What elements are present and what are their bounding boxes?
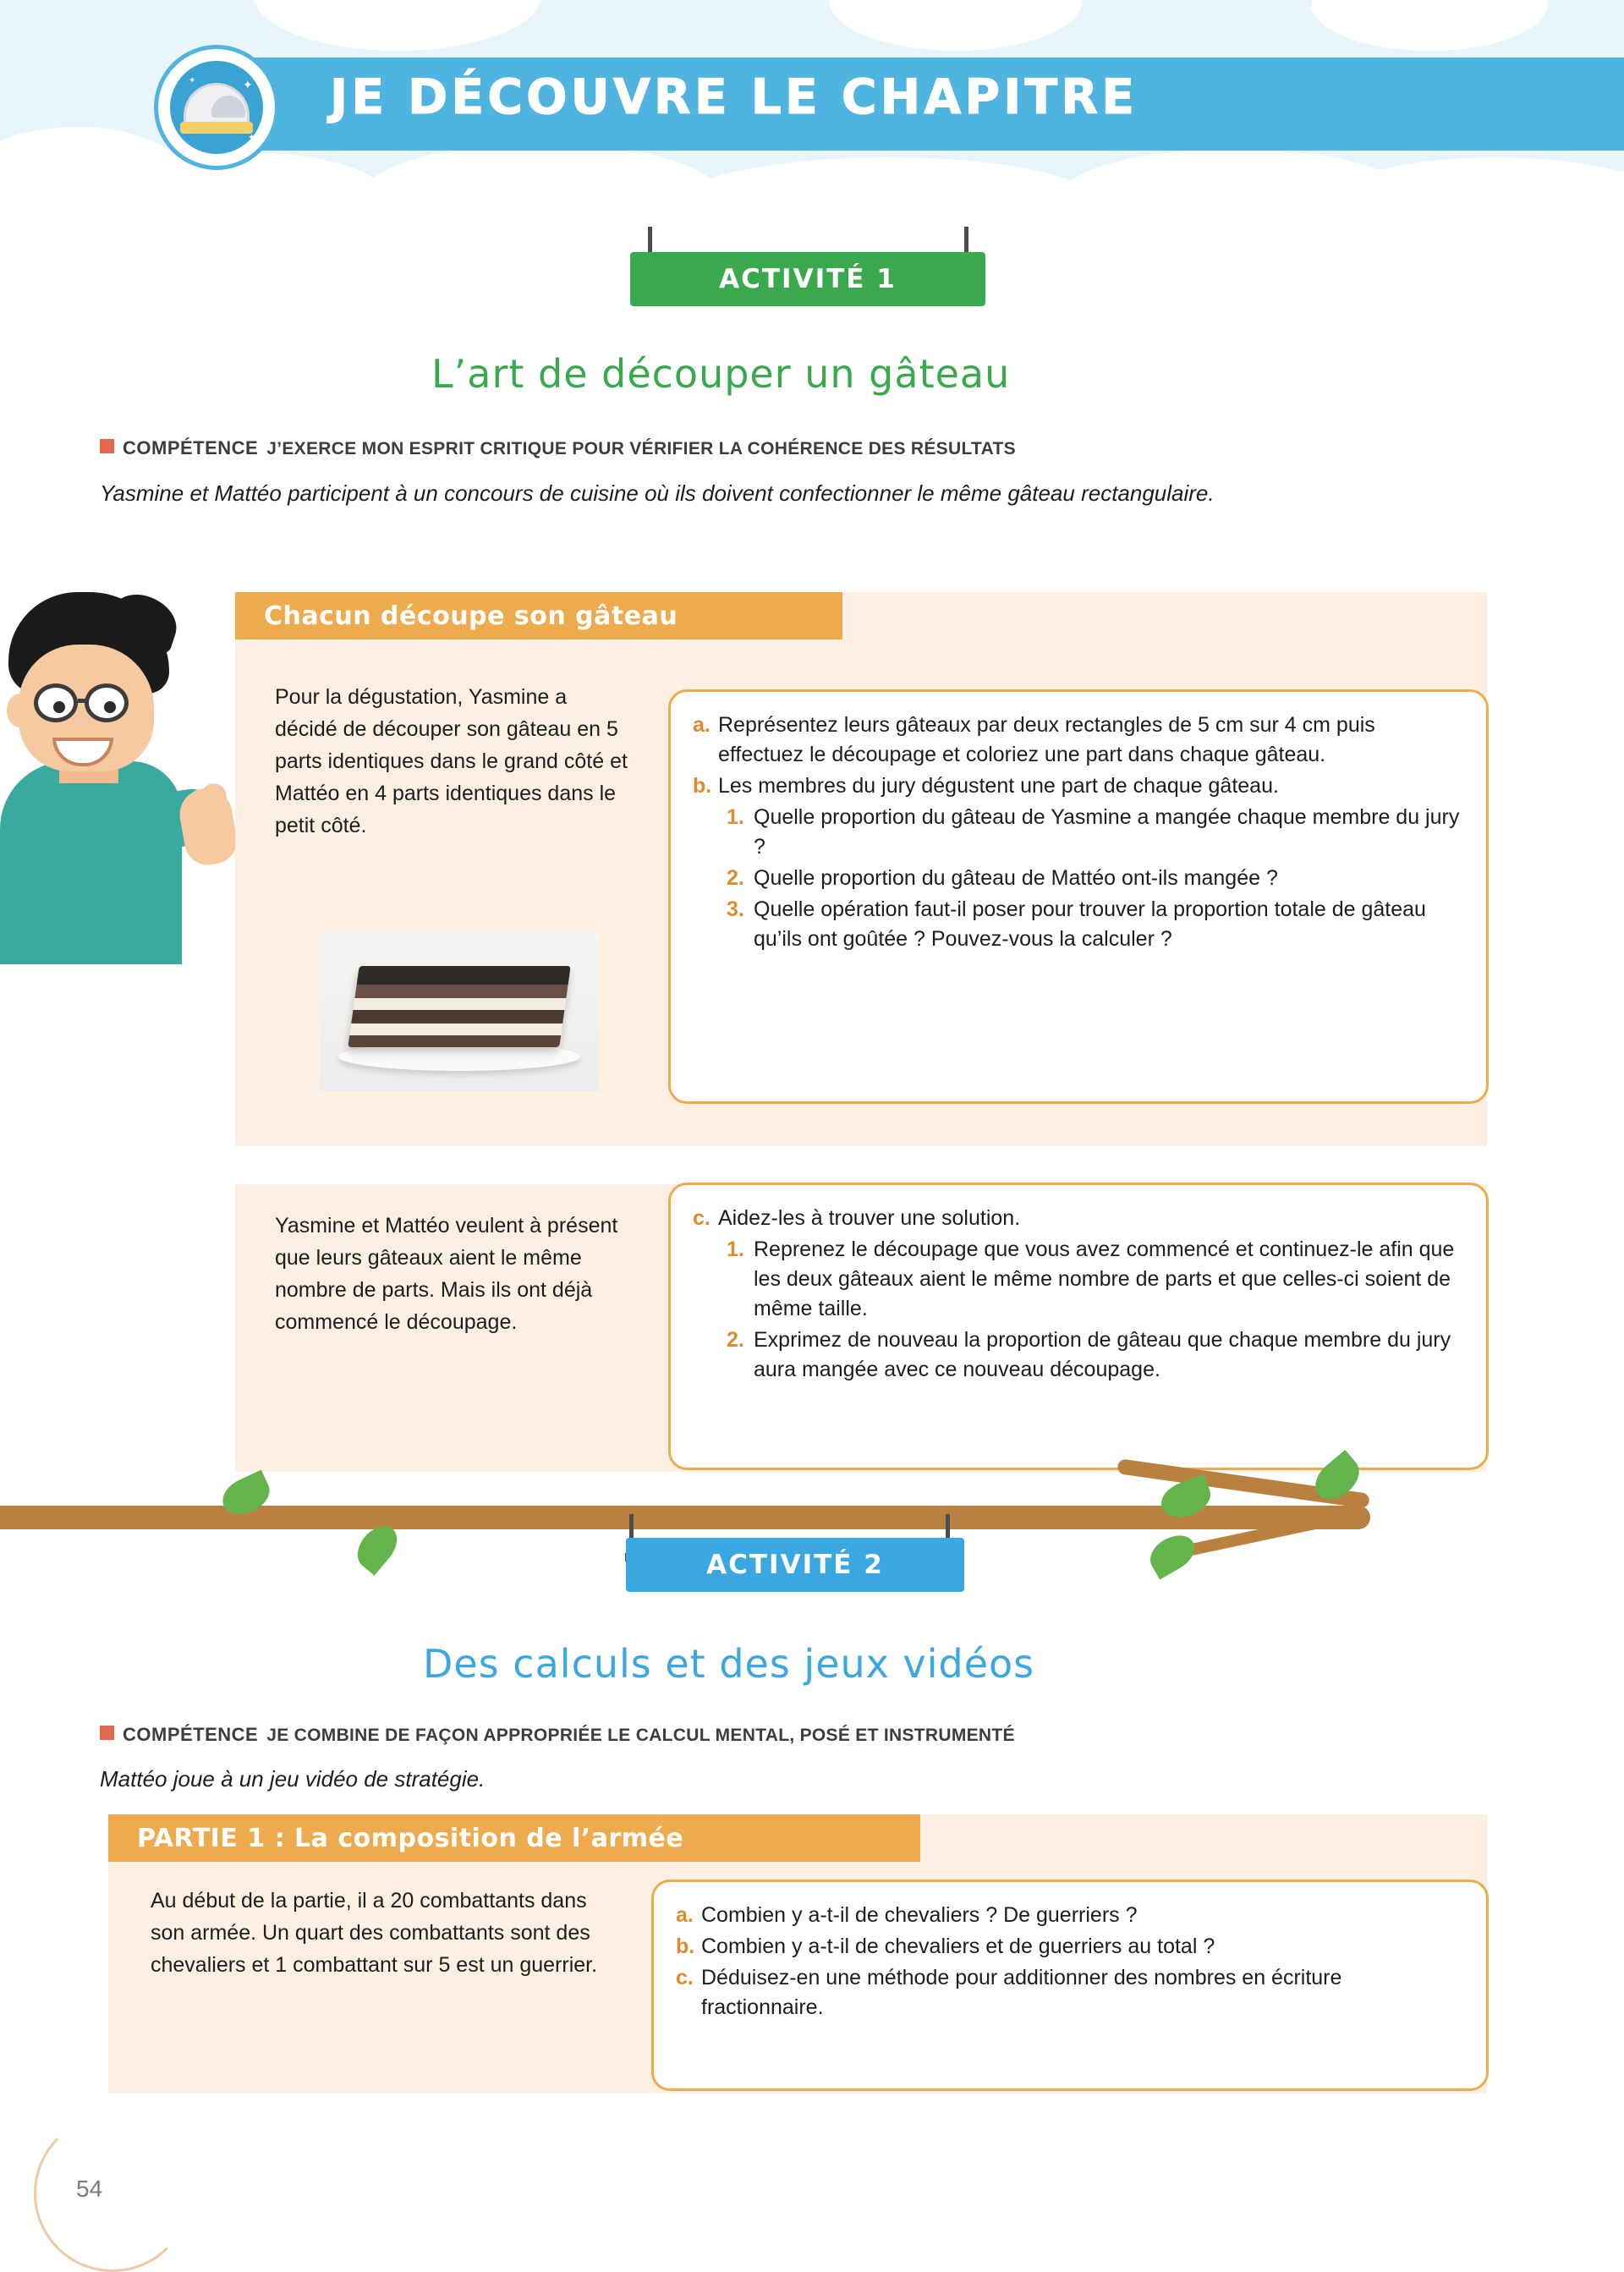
question-marker: c. (676, 1966, 694, 1989)
activity-2-side-text: Au début de la partie, il a 20 combattants dans son armée. Un quart des combattants sont des chevaliers et 1 combattant sur 5 est un guerrier. (151, 1889, 598, 1977)
activity-1-tab-label: ACTIVITÉ 1 (719, 264, 897, 294)
activity-1-question-list-2 (693, 1204, 1462, 1385)
question-subitem (727, 803, 1462, 862)
page-header-banner (0, 0, 1624, 207)
competence-bullet-icon (100, 439, 114, 453)
cloud-decoration (1311, 0, 1548, 51)
question-marker: a. (693, 713, 710, 737)
question-item (693, 711, 1462, 770)
cloud-decoration (829, 0, 1083, 51)
activity-2-tab (626, 1538, 964, 1592)
question-text: Combien y a-t-il de chevaliers et de guerriers au total ? (701, 1934, 1215, 1958)
activity-2-question-list (676, 1901, 1462, 2022)
activity-1-question-box-1 (668, 689, 1489, 1104)
question-item (676, 1963, 1462, 2022)
competence-text: JE COMBINE DE FAÇON APPROPRIÉE LE CALCUL MENTAL, POSÉ ET INSTRUMENTÉ (266, 1726, 1015, 1745)
question-marker: 1. (727, 1238, 744, 1261)
question-subitem (727, 895, 1462, 954)
question-marker: c. (693, 1206, 710, 1230)
activity-1-intro: Yasmine et Mattéo participent à un concours de cuisine où ils doivent confectionner le même gâteau rectangulaire. (100, 480, 1215, 506)
question-marker: 2. (727, 866, 744, 890)
question-text: Les membres du jury dégustent une part de chaque gâteau. (718, 774, 1279, 798)
question-text: Reprenez le découpage que vous avez commencé et continuez-le afin que les deux gâteaux aient le même nombre de parts et que celles-ci soient de même taille. (754, 1238, 1455, 1320)
corner-decoration (34, 2115, 191, 2272)
question-text: Quelle opération faut-il poser pour trouver la proportion totale de gâteau qu’ils ont goûtée ? Pouvez-vous la calculer ? (754, 897, 1426, 951)
cloud-decoration (677, 157, 1100, 207)
question-marker: b. (693, 774, 712, 798)
competence-label: COMPÉTENCE (123, 437, 259, 458)
layered-cake-photo (320, 930, 599, 1091)
activity-1-section-heading (235, 592, 842, 639)
question-subitem (727, 1325, 1462, 1385)
page-number: 54 (76, 2176, 103, 2202)
question-subitem (727, 864, 1462, 893)
competence-text: J’EXERCE MON ESPRIT CRITIQUE POUR VÉRIFIER LA COHÉRENCE DES RÉSULTATS (266, 439, 1016, 458)
question-marker: 3. (727, 897, 744, 921)
question-text: Aidez-les à trouver une solution. (718, 1206, 1021, 1230)
activity-1-tab (630, 252, 985, 306)
question-marker: 1. (727, 805, 744, 829)
question-item (693, 771, 1462, 801)
page-title: JE DÉCOUVRE LE CHAPITRE (330, 69, 1138, 125)
competence-label: COMPÉTENCE (123, 1724, 259, 1745)
question-marker: 2. (727, 1328, 744, 1352)
astronaut-helmet-icon: ✦ ✦ ✦ (154, 45, 279, 170)
activity-1-competence (100, 437, 1016, 459)
activity-2-question-box (651, 1880, 1489, 2091)
question-text: Déduisez-en une méthode pour additionner des nombres en écriture fractionnaire. (701, 1966, 1342, 2019)
boy-character-illustration (0, 592, 228, 964)
leaf-decoration (1144, 1528, 1200, 1580)
activity-1-side-text-1: Pour la dégustation, Yasmine a décidé de découper son gâteau en 5 parts identiques dans le grand côté et Mattéo en 4 parts identiques dans le petit côté. (275, 685, 628, 837)
activity-1-question-box-2 (668, 1183, 1489, 1470)
competence-bullet-icon (100, 1726, 114, 1740)
activity-1-question-list-1 (693, 711, 1462, 954)
cloud-decoration (254, 0, 541, 51)
activity-1-section-heading-label: Chacun découpe son gâteau (264, 601, 678, 631)
question-item (693, 1204, 1462, 1233)
activity-2-competence (100, 1724, 1015, 1746)
question-text: Quelle proportion du gâteau de Mattéo ont-ils mangée ? (754, 866, 1278, 890)
question-text: Quelle proportion du gâteau de Yasmine a mangée chaque membre du jury ? (754, 805, 1460, 859)
activity-2-section-heading-label: PARTIE 1 : La composition de l’armée (137, 1823, 684, 1853)
question-item (676, 1932, 1462, 1962)
activity-2-title: Des calculs et des jeux vidéos (423, 1641, 1035, 1687)
activity-2-tab-label: ACTIVITÉ 2 (706, 1550, 884, 1580)
activity-1-title: L’art de découper un gâteau (431, 351, 1011, 397)
question-item (676, 1901, 1462, 1930)
activity-1-side-text-2: Yasmine et Mattéo veulent à présent que leurs gâteaux aient le même nombre de parts. Mais ils ont déjà commencé le découpage. (275, 1214, 618, 1334)
question-text: Représentez leurs gâteaux par deux rectangles de 5 cm sur 4 cm puis effectuez le découpage et coloriez une part dans chaque gâteau. (718, 713, 1375, 766)
activity-2-section-heading (108, 1814, 920, 1862)
question-text: Exprimez de nouveau la proportion de gâteau que chaque membre du jury aura mangée avec ce nouveau découpage. (754, 1328, 1451, 1381)
question-text: Combien y a-t-il de chevaliers ? De guerriers ? (701, 1903, 1138, 1927)
question-marker: a. (676, 1903, 694, 1927)
cloud-decoration (364, 144, 719, 207)
activity-2-intro: Mattéo joue à un jeu vidéo de stratégie. (100, 1766, 486, 1792)
question-subitem (727, 1235, 1462, 1324)
question-marker: b. (676, 1934, 695, 1958)
